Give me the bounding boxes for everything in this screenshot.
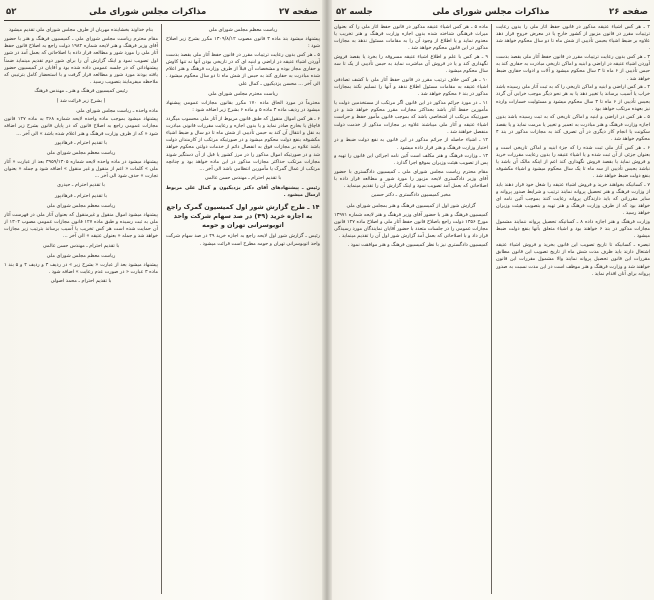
right-page-title: مذاکرات مجلس شورای ملی <box>432 7 550 17</box>
text-paragraph: پیشنهاد میشود بموجب ماده واحده لایحه شماره ۳۶۸ به ماده ۱۲۷ قانون مجازات عمومی راجع به اصلاح قانون که در پایان قانون بشرح زیر اضافه شود « که از ظرف وزارت فرهنگ و هنر اعلام شده باشد » الی آخر ... <box>4 116 158 137</box>
text-paragraph: ۵ ـ هر کس بدون رعایت ترتیبات مقرر در قانون حفظ آثار ملی بقصد بدست آوردن اشیاء عتیقه در اراضی و ابنیه ای که در تاریخی بودن آنها نه تنها کاوش و حفاری مجاز بوده و مشخصات آن قبلاً از طرف وزارت فرهنگ و هنر اعلام شده مبادرت به حفاری کند به حبس از شش ماه تا دو سال محکوم میشود . الی آخر ... محسن یزدیکیون ـ کمال علی <box>166 51 320 87</box>
right-page <box>330 0 654 600</box>
text-paragraph: رئیس ـ گزارش شور اول لایحه راجع به اجازه خرید ۴۹ در صد سهام شرکت واحد اتوبوسرانی تهران و حومه مطرح است قرائت میشود . <box>166 233 320 247</box>
text-paragraph: ۱۲ ـ اشیاء حاصله از جرائم مذکور در این قانون به نفع دولت ضبط و در اختیار وزارت فرهنگ و هنر قرار داده میشود . <box>334 137 488 151</box>
text-paragraph: مقام محترم ریاست مجلس شورای ملی ـ کمیسیون فرهنگ و هنر با حضور آقای وزیر فرهنگ و هنر لایحه شماره ۱۹۸۲ دولت راجع به اصلاح قانون حفظ آثار ملی را مورد شور و مطالعه قرار داده با اصلاحاتی که بعمل آمد در شور اول تصویب نمود و اینک گزارش آن را برای شور دوم تقدیم مینماید ضمناً پیشنهاداتی که در جلسه عمومی داده شده بود و آقایان در کمیسیون حضور یافته بودند مورد شور و مطالعه قرار گرفت و با استحضار کامل بترتیبی که ملاحظه میفرمایند بتصویب رسید . <box>4 36 158 86</box>
text-paragraph: رئیس کمیسیون فرهنگ و هنر ـ مهندس فرهنگ <box>34 88 128 95</box>
text-paragraph: وزارت فرهنگ و هنر اجازه داده ۸ ـ کسانیکه تحصیل پروانه ننمایند مشمول مجازات مذکور در بند ۶ خواهند بود و اشیاء متعلق بآنها بنفع دولت ضبط میشود . <box>496 219 650 240</box>
text-paragraph: مقام محترم ریاست مجلس شورای ملی ـ کمیسیون دادگستری با حضور آقای وزیر دادگستری لایحه مزبور را مورد شور و مطالعه قرار داده با اصلاحاتی که بعمل آمد تصویب نمود و اینک گزارش آن را تقدیم مینماید . <box>334 168 488 190</box>
left-page-number: صفحه ۲۷ <box>279 7 318 17</box>
text-paragraph: ۱۱ ـ در مورد جرائم مذکور در این قانون اگر مرتکب از مستخدمین دولت یا مأمورین حفظ آثار باشد بحداکثر مجازات مقرر محکوم خواهد شد و در صورتیکه مرتکب از اشخاصی باشد که بموجب قانون مأمور حفظ و حراست اشیاء عتیقه و آثار ملی میباشند علاوه بر مجازات مذکور از خدمت دولت منفصل خواهند شد . <box>334 100 488 135</box>
left-page-column-left <box>4 24 158 596</box>
text-paragraph: ریاست معظم مجلس شورای ملی <box>208 27 278 33</box>
text-paragraph: ۳ ـ هر کس بدون رعایت ترتیبات مقرر در قانون حفظ آثار ملی بقصد بدست آوردن اشیاء عتیقه در اراضی و ابنیه و اماکن تاریخی مبادرت به حفاری کند به حبس تأدیبی از ۶ ماه تا ۳ سال محکوم میشود و آلات و ادوات حفاری ضبط خواهد شد . <box>496 54 650 82</box>
text-paragraph: ۲ ـ هر کس اشیاء عتیقه مذکور در قانون حفظ آثار ملی را بدون رعایت ترتیبات مقرر در قانون مزبور از کشور خارج یا در معرض خروج قرار دهد علاوه بر ضبط اشیاء بحبس تأدیبی از شش ماه تا دو سال محکوم خواهد شد . <box>496 24 650 52</box>
text-paragraph: ۹ ـ هر کس با علم و اطلاع اشیاء عتیقه مسروقه را بخرد یا بقصد فروش نگهداری کند و یا در فروش آن مباشرت نماید به حبس تأدیبی از یک تا سه سال محکوم میشود . <box>334 54 488 75</box>
text-paragraph: تبصره ـ کسانیکه تا تاریخ تصویب این قانون بخرید و فروش اشیاء عتیقه اشتغال دارند باید ظرف مدت شش ماه از تاریخ تصویب این قانون مطابق مقررات این قانون تحصیل پروانه نمایند والا مشمول مقررات این قانون خواهند شد و وزارت فرهنگ و هنر موظف است در این مدت نسبت به صدور پروانه برای آنان اقدام نماید . <box>496 242 650 277</box>
text-paragraph: بنام خداوند بخشاینده مهربان از طرف مجلس شورای ملی تقدیم میشود <box>8 27 154 33</box>
left-page-title: مذاکرات مجلس شورای ملی <box>89 7 207 17</box>
right-page-column-right <box>496 24 650 596</box>
text-paragraph: با تقدیم احترام ـ مهندس حسن عالمی <box>42 242 120 249</box>
text-paragraph: ۴ ـ هر کس اراضی و ابنیه و اماکن تاریخی را که به ثبت آثار ملی رسیده باشد خراب یا آسیب برساند یا تغییر دهد یا به هر نحو دیگر موجب خرابی آن گردد بحبس تأدیبی از ۶ ماه تا ۳ سال محکوم میشود و مسئولیت خسارات وارده نیز بعهده مرتکب خواهد بود . <box>496 84 650 112</box>
right-page-header <box>334 4 650 21</box>
left-page-issue: ۵۲ <box>6 7 17 17</box>
text-paragraph: ۷ ـ کسانیکه بخواهند خرید و فروش اشیاء عتیقه را شغل خود قرار دهند باید از وزارت فرهنگ و هنر تحصیل پروانه نمایند ترتیب و شرایط صدور پروانه و سایر مقرراتی که باید دارندگان پروانه رعایت کنند بموجب آئین نامه ای خواهد بود که از طرف وزارت فرهنگ و هنر تهیه و بتصویب هیئت وزیران خواهد رسید . <box>496 181 650 217</box>
text-paragraph: گزارش شور اول از کمیسیون فرهنگ و هنر بمجلس شورای ملی <box>346 202 476 209</box>
text-paragraph: مخبر کمیسیون دادگستری ـ دکتر حسین <box>371 192 451 199</box>
text-paragraph: ریاست معظم مجلس شورای ملی <box>46 252 116 259</box>
right-page-issue: جلسه ۵۲ <box>336 7 373 17</box>
text-paragraph: ۱۳ ـ وزارت فرهنگ و هنر مکلف است آئین نامه اجرائی این قانون را تهیه و پس از تصویب هیئت وزیران بموقع اجرا گذارد . <box>334 153 488 167</box>
text-paragraph: محترماً در مورد الحاق ماده ۱۷۰ مکرر بقانون مجازات عمومی پیشنهاد میشود در ردیف ماده ۳ ماده ۵ و ماده ۶ بشرح زیر اضافه شود : <box>166 99 320 114</box>
right-page-number: صفحه ۲۶ <box>609 7 648 17</box>
text-paragraph: پیشنهاد میشود اموال منقول و غیرمنقول که بعنوان آثار ملی در فهرست آثار ملی به ثبت رسیده و طبق ماده ۱۲۷ قانون مجازات عمومی مصوب ۱۳۰۴ از آن حمایت شده است هر کس تخریب یا آسیب برساند بترتیب زیر مجازات خواهد شد و جمله « بعنوان عتیقه » الی آخر ... <box>4 211 158 240</box>
text-paragraph: با تقدیم احترام ـ محمد اصولی <box>50 278 112 285</box>
text-paragraph: کمیسیون فرهنگ و هنر با حضور آقای وزیر فرهنگ و هنر لایحه شماره ۱۳۹۷۱ مورخ ۱۳۵۶ دولت راجع باصلاح قانون حفظ آثار ملی و اصلاح ماده ۱۲۷ قانون مجازات عمومی را در جلسات متعدد با حضور آقایان نمایندگان مورد رسیدگی قرار داد و با اصلاحاتی که بعمل آمد گزارش شور اول آن را تقدیم مینماید . <box>334 211 488 240</box>
text-paragraph: ۶ ـ هر کس آثار ملی ثبت شده را که جزء ابنیه و اماکن تاریخی است و بعنوان جزئی از آن ثبت شده و یا اشیاء عتیقه را بدون رعایت مقررات خرید و فروش نماید یا بقصد فروش نگهداری کند اعم از اینکه مالک آن باشد یا نباشد بحبس تأدیبی از سه ماه تا یک سال محکوم میشود و اشیاء مکشوفه بنفع دولت ضبط خواهد شد . <box>496 144 650 180</box>
text-paragraph: کمیسیون دادگستری نیز با نظر کمیسیون فرهنگ و هنر موافقت نمود . <box>347 241 488 248</box>
text-paragraph: ۱۰ ـ هر کس خلاف ترتیب مقرر در قانون حفظ آثار ملی با کشف تصادفی اشیاء عتیقه به مقامات مسئول اطلاع ندهد و آنها را تسلیم نکند بمجازات مذکور در بند ۶ محکوم خواهد شد . <box>334 77 488 98</box>
text-paragraph: پیشنهاد میشود در ماده واحده لایحه شماره ۳۹۵۹/۱۳۰۵ بعد از عبارت « آثار ملی » کلمات « اعم از منقول و غیر منقول » اضافه شود و جمله « بعنوان تجارت » حذف شود الی آخر ... <box>4 159 158 180</box>
left-page <box>0 0 324 600</box>
text-paragraph: ریاست معظم مجلس شورای ملی <box>46 149 116 156</box>
text-paragraph: ریاست محترم مجلس شورای ملی <box>208 90 278 97</box>
text-paragraph: ۵ ـ هر کس در اراضی و ابنیه و اماکن تاریخی که به ثبت رسیده باشد بدون اجازه وزارت فرهنگ و هنر مبادرت به تعمیر و تغییر یا مرمت نماید و یا بقصد سکونت یا انجام کار دیگری در آن تصرف کند به مجازات مذکور در بند ۴ محکوم خواهد شد . <box>496 114 650 142</box>
text-paragraph: ریاست معظم مجلس شورای ملی <box>46 202 116 209</box>
text-paragraph: ۶ ـ هر کس اموال منقول که طبق قانون مربوط از آثار ملی محسوب میگردد قاچاق یا بخارج صادر نماید و یا بدون اجازه و رعایت مقررات قانونی مبادرت به نقل و انتقال آن کند به حبس تأدیبی از شش ماه تا دو سال و ضبط اشیاء مکشوفه بنفع دولت محکوم میشود و در صورتیکه مرتکب از کارمندان دولت باشد علاوه بر مجازات فوق به انفصال دائم از خدمات دولتی محکوم خواهد شد و در صورتیکه اموال مذکور را در مرز کشور یا قبل از آن دستگیر شوند مجازات مرتکب حداکثر مجازات مذکور در این ماده خواهد بود و چنانچه مرتکب از عمال گمرک یا مأمورین انتظامی باشد الی آخر ... <box>166 115 320 172</box>
text-paragraph: پیشنهاد میشود بند ماده ۳ قانون مصوب ۱۳۰۹/۸/۱۲ مکرر بشرح زیر اصلاح شود : <box>166 36 320 50</box>
text-paragraph: با تقدیم احترام ـ فرهادپور <box>55 139 107 146</box>
left-page-header <box>4 4 320 21</box>
text-paragraph: با تقدیم احترام ـ فرهادپور <box>55 192 107 199</box>
left-page-column-right <box>166 24 320 596</box>
text-paragraph: ماده ۵ ـ هر کس اشیاء عتیقه مذکور در قانون حفظ آثار ملی را که بعنوان میراث فرهنگی شناخته شده بدون اجازه وزارت فرهنگ و هنر تخریب یا معدوم نماید و یا اطلاع از وجود آن را به مقامات مسئول ندهد به مجازات مذکور در این قانون محکوم خواهد شد . <box>334 24 488 52</box>
text-paragraph: پیشنهاد میشود بعد از عبارت « بشرح زیر » در ردیف ۳ و ردیف ۴ و ۵ بند ۱ ماده ۳ عبارت « در صورت عدم رعایت » اضافه شود . <box>4 261 158 276</box>
text-paragraph: با تقدیم احترام ـ حیدری <box>57 182 105 189</box>
text-paragraph: ماده واحده ـ ریاست مجلس شورای ملی <box>76 107 158 114</box>
text-paragraph: با تقدیم احترام ـ مهندس حسن عالمی <box>204 174 282 181</box>
text-paragraph: رئیس ـ پیشنهادهای آقای دکتر یزدیکیون و کمال علی مربوط ارسال میشود . <box>166 185 320 199</box>
right-column-rule <box>491 24 492 594</box>
text-paragraph: ( بشرح زیر قرائت شد ) <box>56 98 106 105</box>
right-page-column-left <box>334 24 488 596</box>
text-paragraph: ۱۴ ـ طرح گزارش شور اول کمیسیون گمرک راجع به اجازه خرید (۴۹) در صد سهام شرکت واحد اتوبوسرانی تهران و حومه <box>166 203 320 230</box>
left-column-rule <box>161 24 162 594</box>
